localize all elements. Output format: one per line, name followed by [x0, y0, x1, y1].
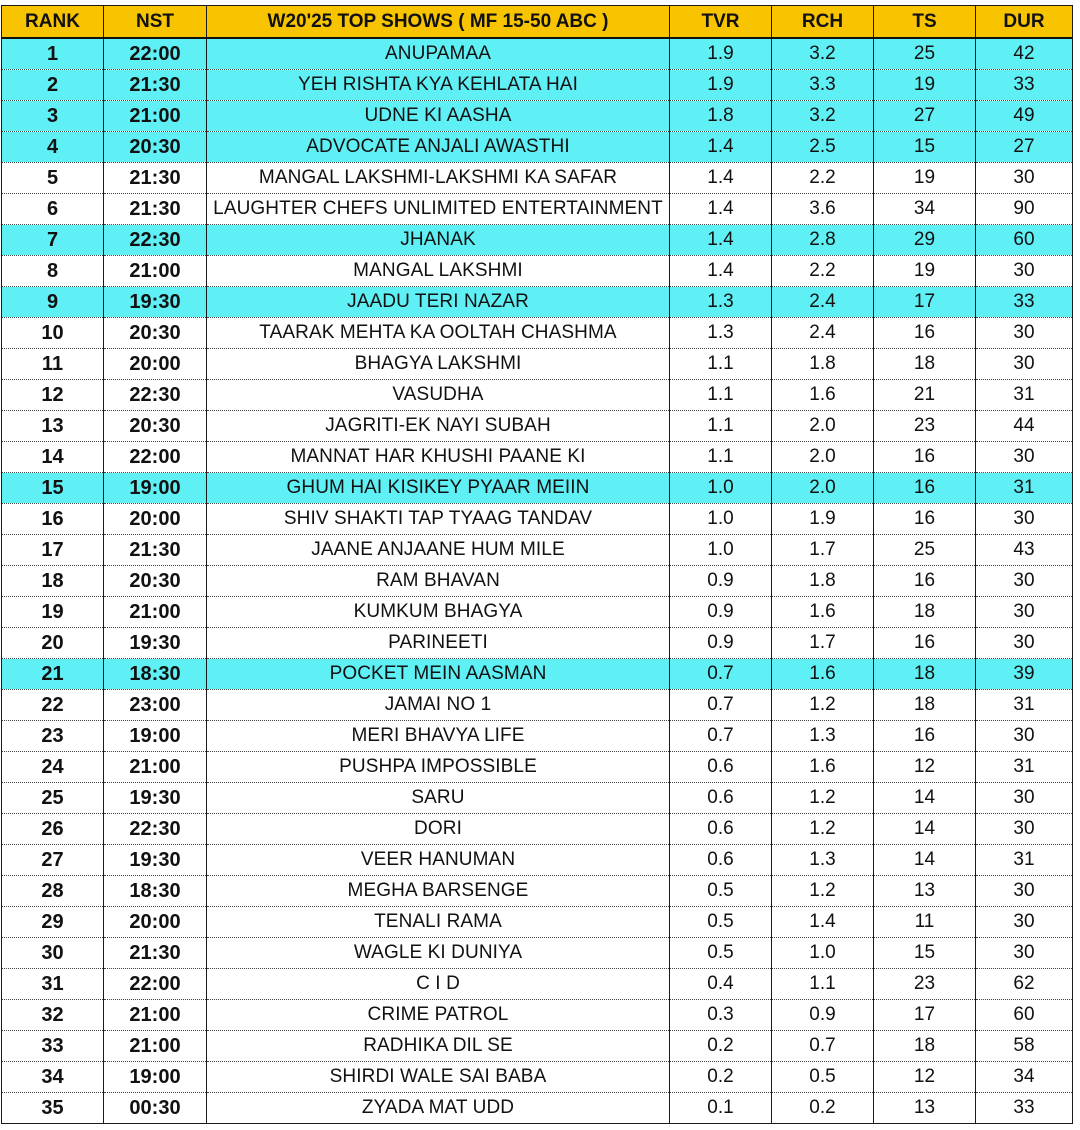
table-row [2, 1093, 1073, 1124]
time-cell: 00:30 [104, 1093, 207, 1124]
rank-cell: 11 [2, 349, 104, 380]
tvr-cell: 1.1 [670, 380, 772, 411]
rch-cell: 3.6 [772, 194, 874, 225]
show-name-cell: MANNAT HAR KHUSHI PAANE KI [207, 442, 670, 473]
dur-cell: 60 [976, 225, 1073, 256]
time-cell: 19:30 [104, 845, 207, 876]
table-header [2, 6, 1073, 39]
time-cell: 21:00 [104, 597, 207, 628]
show-name-cell: VASUDHA [207, 380, 670, 411]
rch-cell: 1.8 [772, 349, 874, 380]
rch-cell: 0.5 [772, 1062, 874, 1093]
tvr-cell: 0.2 [670, 1031, 772, 1062]
ts-cell: 16 [874, 504, 976, 535]
top-shows-table [1, 5, 1073, 1124]
table-row [2, 70, 1073, 101]
tvr-cell: 0.2 [670, 1062, 772, 1093]
show-name-cell: JHANAK [207, 225, 670, 256]
time-cell: 22:00 [104, 969, 207, 1000]
ts-cell: 14 [874, 845, 976, 876]
dur-cell: 31 [976, 690, 1073, 721]
ts-cell: 34 [874, 194, 976, 225]
tvr-cell: 0.5 [670, 876, 772, 907]
table-row [2, 132, 1073, 163]
table-row [2, 938, 1073, 969]
show-name-cell: SHIV SHAKTI TAP TYAAG TANDAV [207, 504, 670, 535]
rch-cell: 2.0 [772, 442, 874, 473]
time-cell: 21:00 [104, 1000, 207, 1031]
ts-cell: 29 [874, 225, 976, 256]
tvr-cell: 1.1 [670, 442, 772, 473]
show-name-cell: JAADU TERI NAZAR [207, 287, 670, 318]
rank-cell: 21 [2, 659, 104, 690]
show-name-cell: POCKET MEIN AASMAN [207, 659, 670, 690]
time-cell: 22:00 [104, 442, 207, 473]
rank-cell: 9 [2, 287, 104, 318]
tvr-cell: 0.3 [670, 1000, 772, 1031]
rch-cell: 2.5 [772, 132, 874, 163]
dur-cell: 30 [976, 318, 1073, 349]
table-row [2, 194, 1073, 225]
dur-cell: 42 [976, 38, 1073, 70]
rch-cell: 1.6 [772, 380, 874, 411]
tvr-cell: 1.1 [670, 411, 772, 442]
dur-cell: 31 [976, 473, 1073, 504]
ts-cell: 19 [874, 256, 976, 287]
time-cell: 20:30 [104, 411, 207, 442]
show-name-cell: UDNE KI AASHA [207, 101, 670, 132]
rch-cell: 1.6 [772, 597, 874, 628]
ts-cell: 18 [874, 659, 976, 690]
rank-cell: 29 [2, 907, 104, 938]
time-cell: 18:30 [104, 659, 207, 690]
ts-cell: 18 [874, 690, 976, 721]
header-nst: NST [104, 6, 207, 39]
ts-cell: 19 [874, 163, 976, 194]
time-cell: 21:30 [104, 938, 207, 969]
header-title: W20'25 TOP SHOWS ( MF 15-50 ABC ) [207, 6, 670, 39]
time-cell: 21:00 [104, 1031, 207, 1062]
tvr-cell: 1.9 [670, 38, 772, 70]
dur-cell: 33 [976, 1093, 1073, 1124]
table-row [2, 1000, 1073, 1031]
ts-cell: 13 [874, 1093, 976, 1124]
rch-cell: 2.4 [772, 318, 874, 349]
ts-cell: 25 [874, 38, 976, 70]
show-name-cell: MERI BHAVYA LIFE [207, 721, 670, 752]
table-row [2, 690, 1073, 721]
time-cell: 20:00 [104, 907, 207, 938]
dur-cell: 30 [976, 256, 1073, 287]
rch-cell: 2.0 [772, 411, 874, 442]
dur-cell: 34 [976, 1062, 1073, 1093]
table-row [2, 597, 1073, 628]
rch-cell: 1.6 [772, 752, 874, 783]
rank-cell: 12 [2, 380, 104, 411]
rch-cell: 1.7 [772, 628, 874, 659]
dur-cell: 30 [976, 349, 1073, 380]
show-name-cell: SHIRDI WALE SAI BABA [207, 1062, 670, 1093]
show-name-cell: C I D [207, 969, 670, 1000]
time-cell: 18:30 [104, 876, 207, 907]
rch-cell: 1.0 [772, 938, 874, 969]
tvr-cell: 1.4 [670, 225, 772, 256]
rank-cell: 3 [2, 101, 104, 132]
time-cell: 19:30 [104, 783, 207, 814]
dur-cell: 30 [976, 907, 1073, 938]
table-row [2, 380, 1073, 411]
rank-cell: 14 [2, 442, 104, 473]
time-cell: 20:30 [104, 318, 207, 349]
dur-cell: 44 [976, 411, 1073, 442]
dur-cell: 30 [976, 597, 1073, 628]
rank-cell: 22 [2, 690, 104, 721]
rank-cell: 25 [2, 783, 104, 814]
rank-cell: 32 [2, 1000, 104, 1031]
rch-cell: 1.4 [772, 907, 874, 938]
ts-cell: 16 [874, 566, 976, 597]
tvr-cell: 0.5 [670, 938, 772, 969]
rch-cell: 1.2 [772, 814, 874, 845]
show-name-cell: JAANE ANJAANE HUM MILE [207, 535, 670, 566]
table-row [2, 101, 1073, 132]
dur-cell: 58 [976, 1031, 1073, 1062]
rank-cell: 5 [2, 163, 104, 194]
table-row [2, 473, 1073, 504]
table-row [2, 256, 1073, 287]
rch-cell: 2.2 [772, 163, 874, 194]
header-rank: RANK [2, 6, 104, 39]
dur-cell: 30 [976, 566, 1073, 597]
table-row [2, 163, 1073, 194]
dur-cell: 30 [976, 442, 1073, 473]
dur-cell: 43 [976, 535, 1073, 566]
dur-cell: 60 [976, 1000, 1073, 1031]
time-cell: 21:30 [104, 163, 207, 194]
ts-cell: 21 [874, 380, 976, 411]
rank-cell: 26 [2, 814, 104, 845]
show-name-cell: ZYADA MAT UDD [207, 1093, 670, 1124]
show-name-cell: JAGRITI-EK NAYI SUBAH [207, 411, 670, 442]
rank-cell: 7 [2, 225, 104, 256]
dur-cell: 30 [976, 163, 1073, 194]
show-name-cell: PUSHPA IMPOSSIBLE [207, 752, 670, 783]
dur-cell: 33 [976, 287, 1073, 318]
tvr-cell: 1.8 [670, 101, 772, 132]
time-cell: 20:30 [104, 566, 207, 597]
rch-cell: 2.0 [772, 473, 874, 504]
time-cell: 19:00 [104, 1062, 207, 1093]
dur-cell: 31 [976, 845, 1073, 876]
time-cell: 22:30 [104, 225, 207, 256]
ts-cell: 25 [874, 535, 976, 566]
rank-cell: 24 [2, 752, 104, 783]
show-name-cell: PARINEETI [207, 628, 670, 659]
dur-cell: 27 [976, 132, 1073, 163]
time-cell: 20:00 [104, 504, 207, 535]
table-row [2, 721, 1073, 752]
show-name-cell: LAUGHTER CHEFS UNLIMITED ENTERTAINMENT [207, 194, 670, 225]
rch-cell: 1.6 [772, 659, 874, 690]
rank-cell: 10 [2, 318, 104, 349]
table-row [2, 411, 1073, 442]
rank-cell: 15 [2, 473, 104, 504]
ts-cell: 16 [874, 628, 976, 659]
time-cell: 19:00 [104, 473, 207, 504]
dur-cell: 90 [976, 194, 1073, 225]
rank-cell: 17 [2, 535, 104, 566]
show-name-cell: TAARAK MEHTA KA OOLTAH CHASHMA [207, 318, 670, 349]
dur-cell: 49 [976, 101, 1073, 132]
ts-cell: 16 [874, 442, 976, 473]
rch-cell: 1.2 [772, 876, 874, 907]
table-row [2, 225, 1073, 256]
ts-cell: 15 [874, 938, 976, 969]
dur-cell: 62 [976, 969, 1073, 1000]
rch-cell: 1.8 [772, 566, 874, 597]
tvr-cell: 0.5 [670, 907, 772, 938]
ts-cell: 23 [874, 411, 976, 442]
rch-cell: 3.2 [772, 38, 874, 70]
header-rch: RCH [772, 6, 874, 39]
tvr-cell: 1.4 [670, 132, 772, 163]
rank-cell: 28 [2, 876, 104, 907]
show-name-cell: GHUM HAI KISIKEY PYAAR MEIIN [207, 473, 670, 504]
tvr-cell: 0.9 [670, 566, 772, 597]
time-cell: 19:30 [104, 287, 207, 318]
tvr-cell: 1.0 [670, 504, 772, 535]
table-row [2, 969, 1073, 1000]
table-row [2, 38, 1073, 70]
time-cell: 21:30 [104, 70, 207, 101]
show-name-cell: MANGAL LAKSHMI [207, 256, 670, 287]
tvr-cell: 1.3 [670, 287, 772, 318]
tvr-cell: 1.3 [670, 318, 772, 349]
rch-cell: 0.7 [772, 1031, 874, 1062]
rank-cell: 4 [2, 132, 104, 163]
tvr-cell: 1.9 [670, 70, 772, 101]
rch-cell: 2.8 [772, 225, 874, 256]
ts-cell: 16 [874, 721, 976, 752]
rank-cell: 1 [2, 38, 104, 70]
tvr-cell: 0.7 [670, 690, 772, 721]
rch-cell: 1.2 [772, 783, 874, 814]
ts-cell: 14 [874, 783, 976, 814]
time-cell: 19:30 [104, 628, 207, 659]
table-body [2, 38, 1073, 1124]
dur-cell: 30 [976, 783, 1073, 814]
rch-cell: 2.2 [772, 256, 874, 287]
show-name-cell: WAGLE KI DUNIYA [207, 938, 670, 969]
tvr-cell: 1.0 [670, 473, 772, 504]
show-name-cell: RADHIKA DIL SE [207, 1031, 670, 1062]
table-row [2, 814, 1073, 845]
dur-cell: 39 [976, 659, 1073, 690]
time-cell: 19:00 [104, 721, 207, 752]
dur-cell: 30 [976, 628, 1073, 659]
time-cell: 21:00 [104, 256, 207, 287]
tvr-cell: 1.1 [670, 349, 772, 380]
tvr-cell: 0.4 [670, 969, 772, 1000]
dur-cell: 30 [976, 721, 1073, 752]
rch-cell: 1.3 [772, 845, 874, 876]
tvr-cell: 0.7 [670, 659, 772, 690]
tvr-cell: 1.4 [670, 194, 772, 225]
time-cell: 21:00 [104, 101, 207, 132]
ts-cell: 13 [874, 876, 976, 907]
rch-cell: 1.7 [772, 535, 874, 566]
time-cell: 21:00 [104, 752, 207, 783]
table-row [2, 1031, 1073, 1062]
show-name-cell: CRIME PATROL [207, 1000, 670, 1031]
table-row [2, 535, 1073, 566]
table-row [2, 907, 1073, 938]
dur-cell: 30 [976, 814, 1073, 845]
dur-cell: 33 [976, 70, 1073, 101]
table-row [2, 752, 1073, 783]
show-name-cell: SARU [207, 783, 670, 814]
table-row [2, 659, 1073, 690]
table-row [2, 287, 1073, 318]
tvr-cell: 0.7 [670, 721, 772, 752]
time-cell: 22:30 [104, 380, 207, 411]
dur-cell: 30 [976, 504, 1073, 535]
rch-cell: 2.4 [772, 287, 874, 318]
rch-cell: 1.1 [772, 969, 874, 1000]
rank-cell: 20 [2, 628, 104, 659]
ts-cell: 16 [874, 473, 976, 504]
tvr-cell: 0.6 [670, 845, 772, 876]
table-row [2, 318, 1073, 349]
dur-cell: 31 [976, 752, 1073, 783]
show-name-cell: MEGHA BARSENGE [207, 876, 670, 907]
tvr-cell: 1.0 [670, 535, 772, 566]
tvr-cell: 1.4 [670, 163, 772, 194]
table-row [2, 566, 1073, 597]
rch-cell: 3.2 [772, 101, 874, 132]
rank-cell: 6 [2, 194, 104, 225]
show-name-cell: VEER HANUMAN [207, 845, 670, 876]
tvr-cell: 0.9 [670, 597, 772, 628]
show-name-cell: JAMAI NO 1 [207, 690, 670, 721]
rank-cell: 31 [2, 969, 104, 1000]
ts-cell: 18 [874, 349, 976, 380]
rch-cell: 1.9 [772, 504, 874, 535]
tvr-cell: 0.6 [670, 783, 772, 814]
tvr-cell: 1.4 [670, 256, 772, 287]
show-name-cell: RAM BHAVAN [207, 566, 670, 597]
ts-cell: 19 [874, 70, 976, 101]
time-cell: 22:30 [104, 814, 207, 845]
ts-cell: 14 [874, 814, 976, 845]
dur-cell: 30 [976, 876, 1073, 907]
table-row [2, 349, 1073, 380]
rank-cell: 23 [2, 721, 104, 752]
show-name-cell: ANUPAMAA [207, 38, 670, 70]
rank-cell: 34 [2, 1062, 104, 1093]
ts-cell: 17 [874, 287, 976, 318]
header-dur: DUR [976, 6, 1073, 39]
show-name-cell: MANGAL LAKSHMI-LAKSHMI KA SAFAR [207, 163, 670, 194]
show-name-cell: DORI [207, 814, 670, 845]
show-name-cell: KUMKUM BHAGYA [207, 597, 670, 628]
rank-cell: 16 [2, 504, 104, 535]
tvr-cell: 0.6 [670, 752, 772, 783]
rank-cell: 30 [2, 938, 104, 969]
ts-cell: 11 [874, 907, 976, 938]
dur-cell: 31 [976, 380, 1073, 411]
rch-cell: 0.9 [772, 1000, 874, 1031]
tvr-cell: 0.1 [670, 1093, 772, 1124]
rank-cell: 33 [2, 1031, 104, 1062]
time-cell: 21:30 [104, 194, 207, 225]
ts-cell: 17 [874, 1000, 976, 1031]
rch-cell: 0.2 [772, 1093, 874, 1124]
show-name-cell: TENALI RAMA [207, 907, 670, 938]
rank-cell: 8 [2, 256, 104, 287]
ts-cell: 16 [874, 318, 976, 349]
table-row [2, 783, 1073, 814]
tvr-cell: 0.6 [670, 814, 772, 845]
ts-cell: 23 [874, 969, 976, 1000]
table-row [2, 504, 1073, 535]
rch-cell: 1.3 [772, 721, 874, 752]
ts-cell: 12 [874, 1062, 976, 1093]
table-row [2, 1062, 1073, 1093]
rch-cell: 3.3 [772, 70, 874, 101]
table-row [2, 442, 1073, 473]
time-cell: 21:30 [104, 535, 207, 566]
time-cell: 22:00 [104, 38, 207, 70]
header-ts: TS [874, 6, 976, 39]
ts-cell: 12 [874, 752, 976, 783]
rank-cell: 2 [2, 70, 104, 101]
header-row [2, 6, 1073, 39]
show-name-cell: BHAGYA LAKSHMI [207, 349, 670, 380]
show-name-cell: YEH RISHTA KYA KEHLATA HAI [207, 70, 670, 101]
ts-cell: 18 [874, 1031, 976, 1062]
ts-cell: 18 [874, 597, 976, 628]
tvr-cell: 0.9 [670, 628, 772, 659]
table-row [2, 876, 1073, 907]
header-tvr: TVR [670, 6, 772, 39]
time-cell: 23:00 [104, 690, 207, 721]
rank-cell: 19 [2, 597, 104, 628]
rank-cell: 13 [2, 411, 104, 442]
ts-cell: 27 [874, 101, 976, 132]
time-cell: 20:00 [104, 349, 207, 380]
ts-cell: 15 [874, 132, 976, 163]
rank-cell: 35 [2, 1093, 104, 1124]
table-row [2, 628, 1073, 659]
rank-cell: 27 [2, 845, 104, 876]
rch-cell: 1.2 [772, 690, 874, 721]
time-cell: 20:30 [104, 132, 207, 163]
table-row [2, 845, 1073, 876]
show-name-cell: ADVOCATE ANJALI AWASTHI [207, 132, 670, 163]
rank-cell: 18 [2, 566, 104, 597]
dur-cell: 30 [976, 938, 1073, 969]
